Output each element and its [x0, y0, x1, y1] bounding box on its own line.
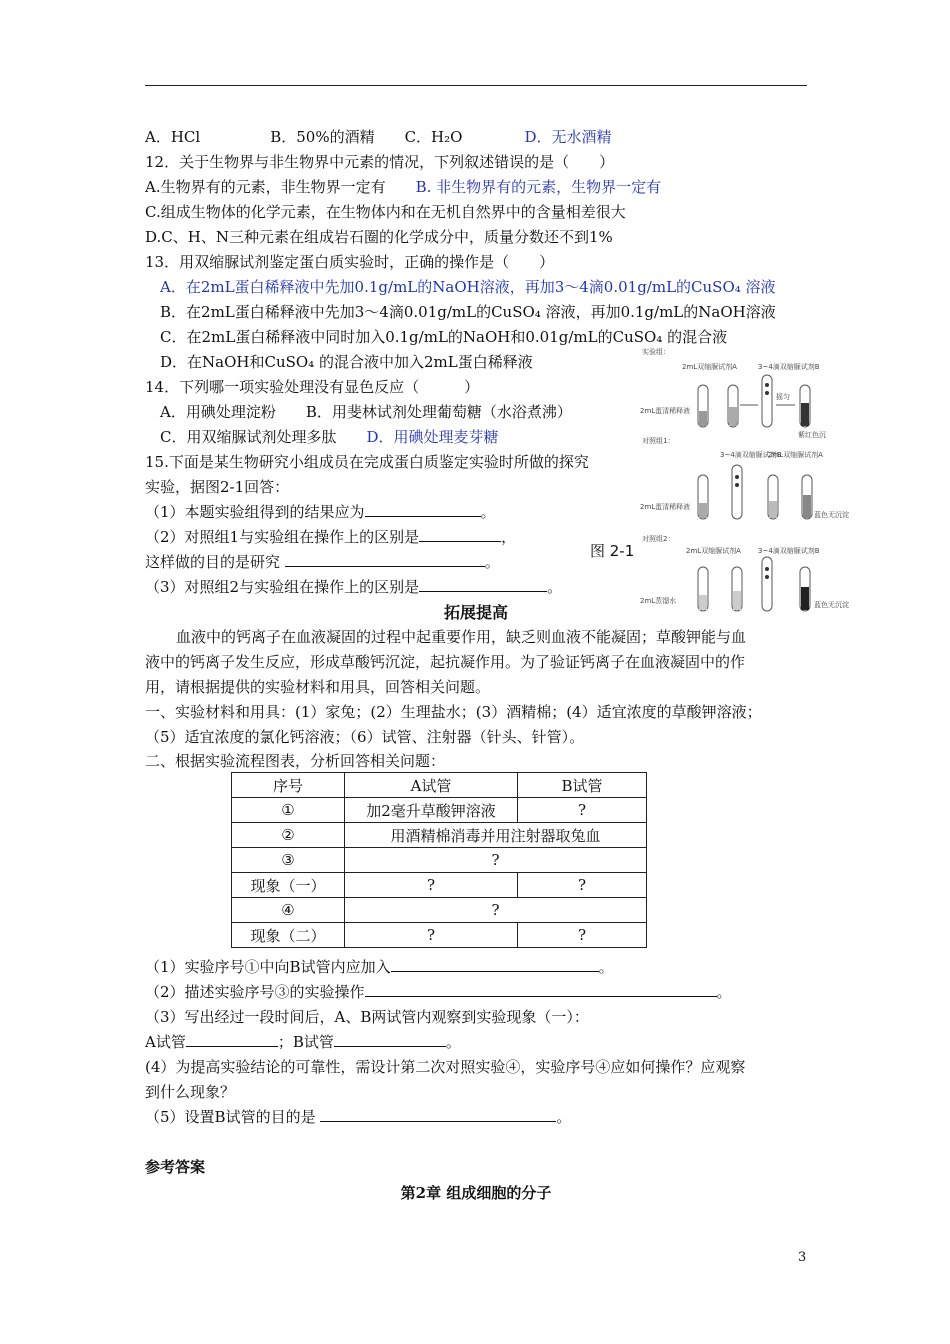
question-4-line-2: 到什么现象？: [145, 1083, 236, 1101]
drop: [765, 391, 769, 395]
drop: [735, 483, 739, 487]
figure-2-1: [640, 345, 849, 615]
figure-label: 图 2-1: [590, 542, 635, 560]
reagent-label: 2mL双缩脲试剂A: [768, 451, 823, 459]
q13-option-d: D．在NaOH和CuSO₄ 的混合液中加入2mL蛋白稀释液: [160, 353, 533, 371]
table-header-row: 序号 A试管 B试管: [232, 773, 647, 798]
drop: [765, 575, 769, 579]
answer-blank[interactable]: [320, 1107, 556, 1122]
answer-blank[interactable]: [365, 502, 481, 517]
question-3: （3）写出经过一段时间后，A、B两试管内观察到实验现象（一）：: [145, 1008, 589, 1026]
section-two-heading: 二、根据实验流程图表，分析回答相关问题：: [145, 752, 446, 770]
materials-line-1: 一、实验材料和用具：(1）家兔；(2）生理盐水；(3）酒精棉；(4）适宜浓度的草酸钾溶液；: [145, 703, 762, 721]
reagent-label: 3~4滴双缩脲试剂B: [720, 451, 782, 459]
answers-title: 参考答案: [145, 1158, 206, 1176]
question-5: （5）设置B试管的目的是 。: [145, 1108, 572, 1126]
result-label: 紫红色沉: [798, 431, 826, 439]
experiment-table: [231, 772, 647, 948]
reagent-label: 3~4滴双缩脲试剂B: [758, 363, 820, 371]
q14-stem: 14．下列哪一项实验处理没有显色反应（ ）: [145, 378, 480, 396]
answer-blank[interactable]: [365, 982, 717, 997]
section-title-extend: 拓展提高: [443, 603, 508, 622]
q15-part-3: （3）对照组2与实验组在操作上的区别是 。: [145, 578, 563, 596]
table-row: ③ ?: [232, 848, 647, 873]
table-row: 现象（二） ? ?: [232, 923, 647, 948]
liquid: [769, 501, 777, 518]
question-1: （1）实验序号①中向B试管内应加入 。: [145, 958, 614, 976]
answer-blank[interactable]: [419, 527, 501, 542]
liquid: [699, 503, 707, 518]
sample-label: 2mL蛋清稀释液: [640, 407, 691, 415]
materials-line-2: （5）适宜浓度的氯化钙溶液；（6）试管、注射器（针头、针管）。: [145, 728, 585, 746]
table-row: ④ ?: [232, 898, 647, 923]
question-2: （2）描述实验序号③的实验操作 。: [145, 983, 732, 1001]
table-row: ① 加2毫升草酸钾溶液 ?: [232, 798, 647, 823]
liquid: [699, 411, 707, 426]
question-4-line-1: (4）为提高实验结论的可靠性，需设计第二次对照实验④，实验序号④应如何操作？应观察: [145, 1058, 746, 1076]
q11-options: A．HCl B．50%的酒精 C．H₂O D．无水酒精: [145, 128, 612, 146]
answer-blank[interactable]: [419, 577, 547, 592]
sample-label: 2mL蛋清稀释液: [640, 503, 691, 511]
q15-stem-2: 实验，据图2-1回答：: [145, 478, 290, 496]
table-row: ② 用酒精棉消毒并用注射器取兔血: [232, 823, 647, 848]
page-number: 3: [798, 1250, 807, 1265]
liquid: [803, 495, 811, 518]
group-label: 对照组1：: [642, 437, 675, 445]
q14-options-ab: A．用碘处理淀粉 B．用斐林试剂处理葡萄糖（水浴煮沸）: [160, 403, 572, 421]
test-tubes: [698, 375, 810, 427]
answer-blank[interactable]: [334, 1032, 446, 1047]
q13-option-b: B．在2mL蛋白稀释液中先加3～4滴0.01g/mL的CuSO₄ 溶液，再加0.1g/mL的NaOH溶液: [160, 303, 776, 321]
chapter-title: 第2章 组成细胞的分子: [400, 1184, 552, 1202]
shake-label: 摇匀: [776, 393, 790, 401]
liquid: [729, 407, 737, 426]
q12-options-ab: A.生物界有的元素，非生物界一定有 B. 非生物界有的元素，生物界一定有: [145, 178, 662, 196]
q15-stem-1: 15.下面是某生物研究小组成员在完成蛋白质鉴定实验时所做的探究: [145, 453, 589, 471]
q13-option-c: C．在2mL蛋白稀释液中同时加入0.1g/mL的NaOH和0.01g/mL的CuSO₄ 的混合液: [160, 328, 728, 346]
drop: [735, 475, 739, 479]
drop: [765, 383, 769, 387]
extend-para-1: 血液中的钙离子在血液凝固的过程中起重要作用，缺乏则血液不能凝固；草酸钾能与血: [176, 628, 747, 646]
header-rule: [145, 85, 807, 86]
q12-option-c: C.组成生物体的化学元素，在生物体内和在无机自然界中的含量相差很大: [145, 203, 626, 221]
result-label: 蓝色无沉淀: [814, 601, 849, 609]
group-label: 实验组：: [642, 348, 670, 356]
q14-options-cd: C．用双缩脲试剂处理多肽 D．用碘处理麦芽糖: [160, 428, 499, 446]
q13-option-a: A．在2mL蛋白稀释液中先加0.1g/mL的NaOH溶液，再加3～4滴0.01g/mL的CuSO₄ 溶液: [160, 278, 776, 296]
q15-part-2b: 这样做的目的是研究 。: [145, 553, 500, 571]
extend-para-3: 用，请根据提供的实验材料和用具，回答相关问题。: [145, 678, 491, 696]
liquid: [801, 403, 809, 426]
table-row: 现象（一） ? ?: [232, 873, 647, 898]
test-tubes: [698, 465, 812, 519]
q15-part-1: （1）本题实验组得到的结果应为 。: [145, 503, 496, 521]
answer-blank[interactable]: [391, 957, 599, 972]
reagent-label: 2mL双缩脲试剂A: [682, 363, 737, 371]
sample-label: 2mL蒸馏水: [640, 597, 677, 605]
q12-option-d: D.C、H、N三种元素在组成岩石圈的化学成分中，质量分数还不到1%: [145, 228, 613, 246]
group-label: 对照组2：: [642, 535, 675, 543]
answer-blank[interactable]: [285, 552, 485, 567]
extend-para-2: 液中的钙离子发生反应，形成草酸钙沉淀，起抗凝作用。为了验证钙离子在血液凝固中的作: [145, 653, 746, 671]
drop: [765, 567, 769, 571]
question-3-answers: A试管 ；B试管 。: [145, 1033, 461, 1051]
q13-stem: 13．用双缩脲试剂鉴定蛋白质实验时，正确的操作是（ ）: [145, 253, 555, 271]
reagent-label: 3~4滴双缩脲试剂B: [758, 547, 820, 555]
result-label: 蓝色无沉淀: [814, 511, 849, 519]
answer-blank[interactable]: [186, 1032, 278, 1047]
q15-part-2: （2）对照组1与实验组在操作上的区别是 ，: [145, 528, 517, 546]
reagent-label: 2mL双缩脲试剂A: [686, 547, 741, 555]
q12-stem: 12．关于生物界与非生物界中元素的情况，下列叙述错误的是（ ）: [145, 153, 615, 171]
